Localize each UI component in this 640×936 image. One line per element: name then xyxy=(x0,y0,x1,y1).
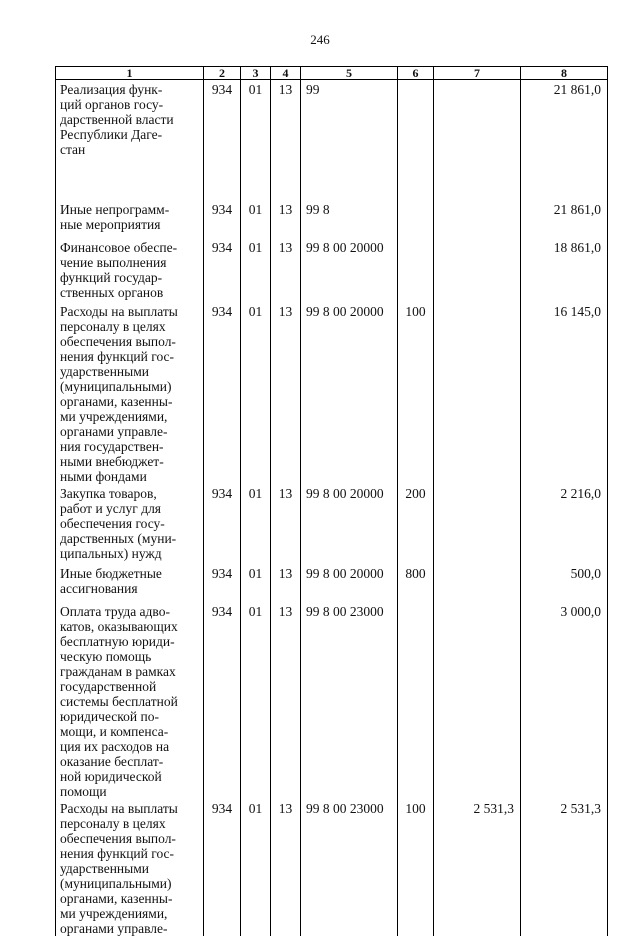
table-row xyxy=(56,302,608,484)
ministry-code-cell: 934 xyxy=(204,80,241,200)
expense-type-cell xyxy=(398,80,434,200)
expense-name-cell: Иные непрограмм- ные мероприятия xyxy=(56,200,204,238)
ministry-code-cell: 934 xyxy=(204,302,241,484)
total-amount-cell: 2 531,3 xyxy=(521,799,608,936)
table-row xyxy=(56,799,608,936)
expense-type-cell xyxy=(398,238,434,302)
target-article-cell: 99 8 00 20000 xyxy=(301,484,398,564)
table-row xyxy=(56,200,608,238)
expense-name-cell: Финансовое обеспе- чение выполнения функций государ- ственных органов xyxy=(56,238,204,302)
column-header: 5 xyxy=(301,67,398,80)
page-number: 246 xyxy=(310,32,330,47)
column-7-amount-cell xyxy=(434,80,521,200)
total-amount-cell: 21 861,0 xyxy=(521,80,608,200)
column-7-amount-cell xyxy=(434,238,521,302)
subsection-code-cell: 13 xyxy=(271,484,301,564)
column-header: 7 xyxy=(434,67,521,80)
expense-name-cell: Закупка товаров, работ и услуг для обеспечения госу- дарственных (муни- ципальных) нужд xyxy=(56,484,204,564)
expense-type-cell xyxy=(398,602,434,799)
section-code-cell: 01 xyxy=(241,302,271,484)
subsection-code-cell: 13 xyxy=(271,799,301,936)
total-amount-cell: 3 000,0 xyxy=(521,602,608,799)
ministry-code-cell: 934 xyxy=(204,238,241,302)
table-row xyxy=(56,80,608,200)
column-header: 6 xyxy=(398,67,434,80)
ministry-code-cell: 934 xyxy=(204,200,241,238)
column-header: 3 xyxy=(241,67,271,80)
column-header: 2 xyxy=(204,67,241,80)
table-row xyxy=(56,484,608,564)
section-code-cell: 01 xyxy=(241,238,271,302)
expense-name-cell: Иные бюджетные ассигнования xyxy=(56,564,204,602)
total-amount-cell: 16 145,0 xyxy=(521,302,608,484)
target-article-cell: 99 8 00 20000 xyxy=(301,564,398,602)
target-article-cell: 99 8 00 20000 xyxy=(301,238,398,302)
column-header: 4 xyxy=(271,67,301,80)
table-row xyxy=(56,602,608,799)
expense-name-cell: Оплата труда адво- катов, оказывающих бесплатную юриди- ческую помощь гражданам в рамках государственной системы бесплатной юридической по- мощи, и компенса- ция их расходов на оказание бесплат- ной юридической помощи xyxy=(56,602,204,799)
table-body xyxy=(56,80,608,936)
expense-type-cell xyxy=(398,200,434,238)
ministry-code-cell: 934 xyxy=(204,602,241,799)
column-7-amount-cell xyxy=(434,302,521,484)
ministry-code-cell: 934 xyxy=(204,564,241,602)
section-code-cell: 01 xyxy=(241,602,271,799)
subsection-code-cell: 13 xyxy=(271,238,301,302)
target-article-cell: 99 xyxy=(301,80,398,200)
column-7-amount-cell xyxy=(434,200,521,238)
section-code-cell: 01 xyxy=(241,80,271,200)
section-code-cell: 01 xyxy=(241,799,271,936)
column-7-amount-cell: 2 531,3 xyxy=(434,799,521,936)
budget-table xyxy=(55,66,608,936)
ministry-code-cell: 934 xyxy=(204,799,241,936)
expense-type-cell: 100 xyxy=(398,302,434,484)
expense-type-cell: 200 xyxy=(398,484,434,564)
section-code-cell: 01 xyxy=(241,564,271,602)
target-article-cell: 99 8 00 23000 xyxy=(301,602,398,799)
subsection-code-cell: 13 xyxy=(271,80,301,200)
column-header: 1 xyxy=(56,67,204,80)
total-amount-cell: 500,0 xyxy=(521,564,608,602)
total-amount-cell: 2 216,0 xyxy=(521,484,608,564)
expense-name-cell: Расходы на выплаты персоналу в целях обеспечения выпол- нения функций гос- ударственными (муниципальными) органами, казенны- ми учреждениями, органами управле- ния государствен- ными внебюджет- ными фондами xyxy=(56,302,204,484)
ministry-code-cell: 934 xyxy=(204,484,241,564)
table-header-row xyxy=(56,67,608,80)
column-7-amount-cell xyxy=(434,484,521,564)
expense-name-cell: Расходы на выплаты персоналу в целях обеспечения выпол- нения функций гос- ударственными (муниципальными) органами, казенны- ми учреждениями, органами управле- xyxy=(56,799,204,936)
subsection-code-cell: 13 xyxy=(271,602,301,799)
subsection-code-cell: 13 xyxy=(271,302,301,484)
table-row xyxy=(56,238,608,302)
total-amount-cell: 21 861,0 xyxy=(521,200,608,238)
column-header: 8 xyxy=(521,67,608,80)
expense-type-cell: 100 xyxy=(398,799,434,936)
expense-type-cell: 800 xyxy=(398,564,434,602)
column-7-amount-cell xyxy=(434,564,521,602)
target-article-cell: 99 8 00 20000 xyxy=(301,302,398,484)
total-amount-cell: 18 861,0 xyxy=(521,238,608,302)
subsection-code-cell: 13 xyxy=(271,200,301,238)
target-article-cell: 99 8 00 23000 xyxy=(301,799,398,936)
expense-name-cell: Реализация функ- ций органов госу- дарственной власти Республики Даге- стан xyxy=(56,80,204,200)
section-code-cell: 01 xyxy=(241,200,271,238)
section-code-cell: 01 xyxy=(241,484,271,564)
table-row xyxy=(56,564,608,602)
target-article-cell: 99 8 xyxy=(301,200,398,238)
subsection-code-cell: 13 xyxy=(271,564,301,602)
column-7-amount-cell xyxy=(434,602,521,799)
